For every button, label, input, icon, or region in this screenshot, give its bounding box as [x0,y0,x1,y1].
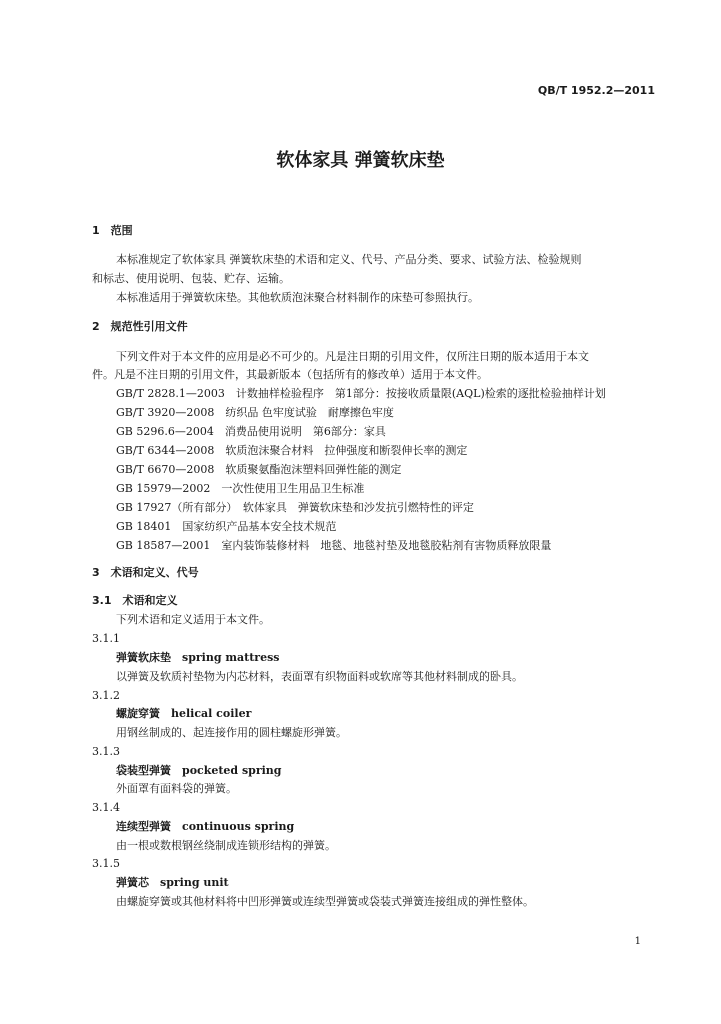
term-title: 弹簧芯 spring unit [116,876,229,889]
document-title: 软体家具 弹簧软床垫 [276,150,445,171]
section-1-heading: 1 范围 [92,224,133,237]
term-title: 连续型弹簧 continuous spring [116,820,295,833]
section-1-paragraph-1: 本标准规定了软体家具 弹簧软床垫的术语和定义、代号、产品分类、要求、试验方法、检验规则 [116,253,582,266]
term-definition: 由螺旋穿簧或其他材料将中凹形弹簧或连续型弹簧或袋装式弹簧连接组成的弹性整体。 [116,895,534,908]
reference-item: GB/T 2828.1—2003 计数抽样检验程序 第1部分：按接收质量限(AQL)检索的逐批检验抽样计划 [116,387,606,400]
reference-item: GB 15979—2002 一次性使用卫生用品卫生标准 [116,482,365,495]
page-number: 1 [634,936,641,947]
section-3-1-text: 下列术语和定义适用于本文件。 [116,613,270,626]
term-definition: 用钢丝制成的、起连接作用的圆柱螺旋形弹簧。 [116,726,347,739]
reference-item: GB/T 6344—2008 软质泡沫聚合材料 拉伸强度和断裂伸长率的测定 [116,444,468,457]
term-number: 3.1.5 [92,857,120,870]
reference-item: GB 17927（所有部分） 软体家具 弹簧软床垫和沙发抗引燃特性的评定 [116,501,474,514]
term-number: 3.1.4 [92,801,120,814]
standard-number: QB/T 1952.2—2011 [537,84,655,97]
term-definition: 以弹簧及软质衬垫物为内芯材料，表面罩有织物面料或软席等其他材料制成的卧具。 [116,670,523,683]
section-2-heading: 2 规范性引用文件 [92,320,188,333]
section-3-1-heading: 3.1 术语和定义 [92,594,178,607]
term-definition: 外面罩有面料袋的弹簧。 [116,782,237,795]
reference-item: GB 18401 国家纺织产品基本安全技术规范 [116,520,337,533]
section-2-intro-cont: 件。凡是不注日期的引用文件，其最新版本（包括所有的修改单）适用于本文件。 [92,368,488,381]
term-number: 3.1.3 [92,745,120,758]
section-3-heading: 3 术语和定义、代号 [92,566,199,579]
section-1-paragraph-2: 本标准适用于弹簧软床垫。其他软质泡沫聚合材料制作的床垫可参照执行。 [116,291,479,304]
term-title: 袋装型弹簧 pocketed spring [116,764,282,777]
term-definition: 由一根或数根钢丝绕制成连锁形结构的弹簧。 [116,839,336,852]
reference-item: GB 5296.6—2004 消费品使用说明 第6部分：家具 [116,425,386,438]
reference-item: GB/T 3920—2008 纺织品 色牢度试验 耐摩擦色牢度 [116,406,394,419]
term-title: 弹簧软床垫 spring mattress [116,651,280,664]
term-title: 螺旋穿簧 helical coiler [116,707,252,720]
reference-item: GB 18587—2001 室内装饰装修材料 地毯、地毯衬垫及地毯胶粘剂有害物质释放限量 [116,539,552,552]
section-2-intro: 下列文件对于本文件的应用是必不可少的。凡是注日期的引用文件，仅所注日期的版本适用于本文 [116,350,589,363]
section-1-paragraph-1-cont: 和标志、使用说明、包装、贮存、运输。 [92,272,290,285]
reference-item: GB/T 6670—2008 软质聚氨酯泡沫塑料回弹性能的测定 [116,463,402,476]
term-number: 3.1.2 [92,689,120,702]
term-number: 3.1.1 [92,632,120,645]
